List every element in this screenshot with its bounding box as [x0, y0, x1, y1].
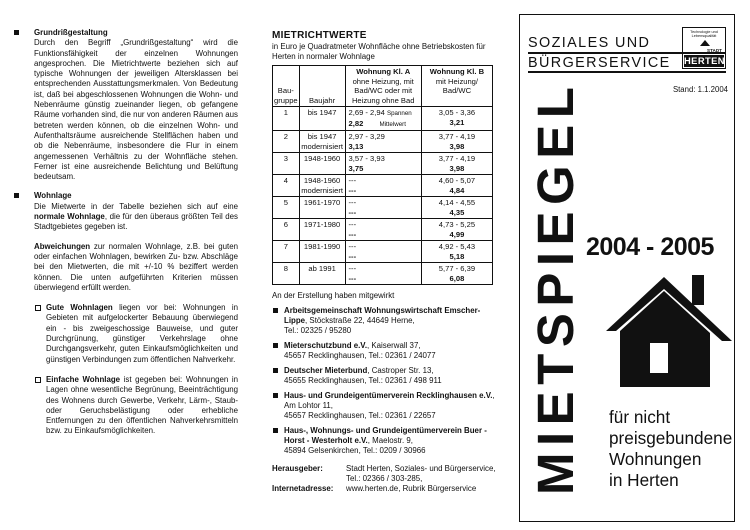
subsection-einfache-wohnlage: Einfache Wohnlage ist gegeben bei: Wohnungen in Lagen ohne wesentliche Begrünung, Beeinträchtigung des Wohnens durch Gewerbe, Verkehr, Lärm-, Staub- oder Geruchsbelästigung oder erhebliche Entfernungen zu den öffentlichen Nahverkehrsmitteln bzw. zu Einkaufsmöglichkeiten. [12, 375, 238, 437]
rent-table [272, 65, 493, 285]
cell-baujahr: 1971-1980 [299, 219, 345, 241]
cell-wohnung-b: 4,14 - 4,55 4,35 [421, 197, 492, 219]
page-title: MIETRICHTWERTE [272, 30, 367, 41]
cell-baugruppe: 3 [273, 153, 300, 175]
cell-baugruppe: 4 [273, 175, 300, 197]
cell-wohnung-b: 3,77 - 4,19 3,98 [421, 131, 492, 153]
organization-entry: Haus- und Grundeigentümerverein Recklinghausen e.V., Am Lohtor 11, 45657 Recklinghausen, Tel.: 02361 / 22657 [272, 391, 498, 421]
column-mietrichtwerte [272, 30, 498, 494]
table-row [273, 131, 493, 153]
header-baujahr: Baujahr [299, 66, 345, 107]
section-grundrissgestaltung [12, 28, 238, 182]
cell-wohnung-a: --- --- [345, 263, 421, 285]
cell-baugruppe: 1 [273, 107, 300, 131]
publisher: Herausgeber: Stadt Herten, Soziales- und Bürgerservice, Tel.: 02366 / 303-285, [272, 464, 496, 483]
stadt-herten-logo: Technologie und Lebensqualität STADT HERTEN [682, 27, 726, 69]
cell-baujahr: 1948-1960 [299, 153, 345, 175]
cell-baujahr: 1981-1990 [299, 241, 345, 263]
bullet-square-icon [14, 30, 19, 35]
cell-baujahr: bis 1947 [299, 107, 345, 131]
table-row [273, 197, 493, 219]
title-panel [519, 14, 735, 522]
section-text: Abweichungen zur normalen Wohnlage, z.B. bei guten oder einfachen Wohnlagen, bewirken Zu- bzw. Abschläge bei den Mietwerten, die mit +/-10 % beziffert werden können. Die unten aufgeführten Kriterien müssen überwiegend erfüllt werden. [34, 241, 238, 292]
logo-mark-icon [700, 40, 710, 46]
stand-date: Stand: 1.1.2004 [672, 85, 728, 94]
bullet-square-icon [273, 343, 278, 348]
cell-baujahr: ab 1991 [299, 263, 345, 285]
header-baugruppe: Bau-gruppe [273, 66, 300, 107]
bullet-square-icon [14, 193, 19, 198]
website: Internetadresse: www.herten.de, Rubrik Bürgerservice [272, 484, 477, 493]
section-heading: Wohnlage [34, 191, 72, 201]
header-wohnung-b: Wohnung Kl. B mit Heizung/ Bad/WC [421, 66, 492, 107]
subsection-gute-wohnlagen: Gute Wohnlagen liegen vor bei: Wohnungen in Gebieten mit aufgelockerter Bebauung überwiegend ein - bis zweigeschossige Bauweise, und guter Durchgrünung, günstiger Verkehrslage ohne Durchgangsverkehr, guten Einkaufsmöglichkeiten und günstigen Verbindungen zum öffentlichen Nahverkehr. [12, 303, 238, 365]
organization-entry: Arbeitsgemeinschaft Wohnungswirtschaft Emscher-Lippe, Stöckstraße 22, 44649 Herne, Tel.: 02325 / 95280 [272, 306, 498, 336]
header-wohnung-a: Wohnung Kl. A ohne Heizung, mit Bad/WC oder mit Heizung ohne Bad [345, 66, 421, 107]
cell-wohnung-a: 2,97 - 3,29 3,13 [345, 131, 421, 153]
cell-wohnung-b: 5,77 - 6,39 6,08 [421, 263, 492, 285]
column-wohnlage-info [12, 28, 238, 437]
organization-entry: Deutscher Mieterbund, Castroper Str. 13, 45655 Recklinghausen, Tel.: 02361 / 498 911 [272, 366, 498, 386]
section-text: Durch den Begriff „Grundrißgestaltung“ wird die Funktionsfähigkeit der einzelnen Wohnungen angesprochen. Die Mietrichtwerte beziehen sich auf typische Wohnungen der jeweiligen Altersklassen bei entsprechenden Ausstattungsmerkmalen. Von Bedeutung ist, daß bei abgeschlossenen Wohnungen die Wohn- und Nebenräume günstig zueinander liegen, ob gefangene Räume vorhanden sind, die nur von anderen Räumen aus betreten werden können, ob die einzelnen Wohn- und Aufenthaltsräume ausreichende Stellflächen haben und ob die Nebenräume, insbesondere die Flur in einem angemessenen Verhältnis zu der Wohnfläche stehen. Ferner ist eine ausreichende Belichtung und Belüftung bedeutsam. [34, 38, 238, 182]
mittelwert-label: Mittelwert [379, 120, 406, 128]
cell-baugruppe: 5 [273, 197, 300, 219]
checkbox-outline-icon [35, 377, 41, 383]
cell-baujahr: 1948-1960 modernisiert [299, 175, 345, 197]
organization-entry: Haus-, Wohnungs- und Grundeigentümerverein Buer - Horst - Westerholt e.V., Maelostr. 9, 45894 Gelsenkirchen, Tel.: 0209 / 30966 [272, 426, 498, 456]
cell-wohnung-b: 3,05 - 3,36 3,21 [421, 107, 492, 131]
cell-wohnung-b: 4,73 - 5,25 4,99 [421, 219, 492, 241]
cell-wohnung-b: 4,92 - 5,43 5,18 [421, 241, 492, 263]
tagline: für nicht preisgebundene Wohnungen in Herten [609, 407, 733, 490]
section-heading: Grundrißgestaltung [34, 28, 108, 37]
vertical-title: MIETSPIEGEL [527, 80, 584, 495]
cell-wohnung-a: --- --- [345, 175, 421, 197]
cell-baujahr: bis 1947 modernisiert [299, 131, 345, 153]
cell-wohnung-a: 2,69 - 2,94 Spannen 2,82 Mittelwert [345, 107, 421, 131]
table-row [273, 241, 493, 263]
cell-wohnung-b: 3,77 - 4,19 3,98 [421, 153, 492, 175]
bullet-square-icon [273, 393, 278, 398]
cell-wohnung-a: 3,57 - 3,93 3,75 [345, 153, 421, 175]
table-row [273, 219, 493, 241]
cell-baugruppe: 8 [273, 263, 300, 285]
bullet-square-icon [273, 308, 278, 313]
year-range: 2004 - 2005 [586, 233, 714, 261]
table-row [273, 153, 493, 175]
table-row [273, 263, 493, 285]
logo-divider [528, 71, 726, 73]
cell-wohnung-a: --- --- [345, 241, 421, 263]
organization-entry: Mieterschutzbund e.V., Kaiserwall 37, 45657 Recklinghausen, Tel.: 02361 / 24077 [272, 341, 498, 361]
subtitle: in Euro je Quadratmeter Wohnfläche ohne Betriebskosten für Herten in normaler Wohnlage [272, 42, 486, 61]
bullet-square-icon [273, 428, 278, 433]
cell-wohnung-a: --- --- [345, 197, 421, 219]
department-logo-line1: SOZIALES UND [528, 35, 651, 51]
cell-wohnung-b: 4,60 - 5,07 4,84 [421, 175, 492, 197]
table-row [273, 175, 493, 197]
credits-title: An der Erstellung haben mitgewirkt [272, 291, 395, 300]
cell-baugruppe: 2 [273, 131, 300, 153]
cell-wohnung-a: --- --- [345, 219, 421, 241]
cell-baugruppe: 7 [273, 241, 300, 263]
cell-baujahr: 1961-1970 [299, 197, 345, 219]
section-text: Die Mietwerte in der Tabelle beziehen sich auf eine normale Wohnlage, die für den überaus größten Teil des Stadtgebietes gegeben ist. [34, 201, 238, 232]
cell-baugruppe: 6 [273, 219, 300, 241]
bullet-square-icon [273, 368, 278, 373]
spannen-label: Spannen [386, 110, 412, 117]
department-logo-line2: BÜRGERSERVICE [528, 55, 671, 71]
checkbox-outline-icon [35, 305, 41, 311]
section-wohnlage [12, 191, 238, 293]
house-icon [606, 269, 732, 387]
table-row [273, 107, 493, 131]
